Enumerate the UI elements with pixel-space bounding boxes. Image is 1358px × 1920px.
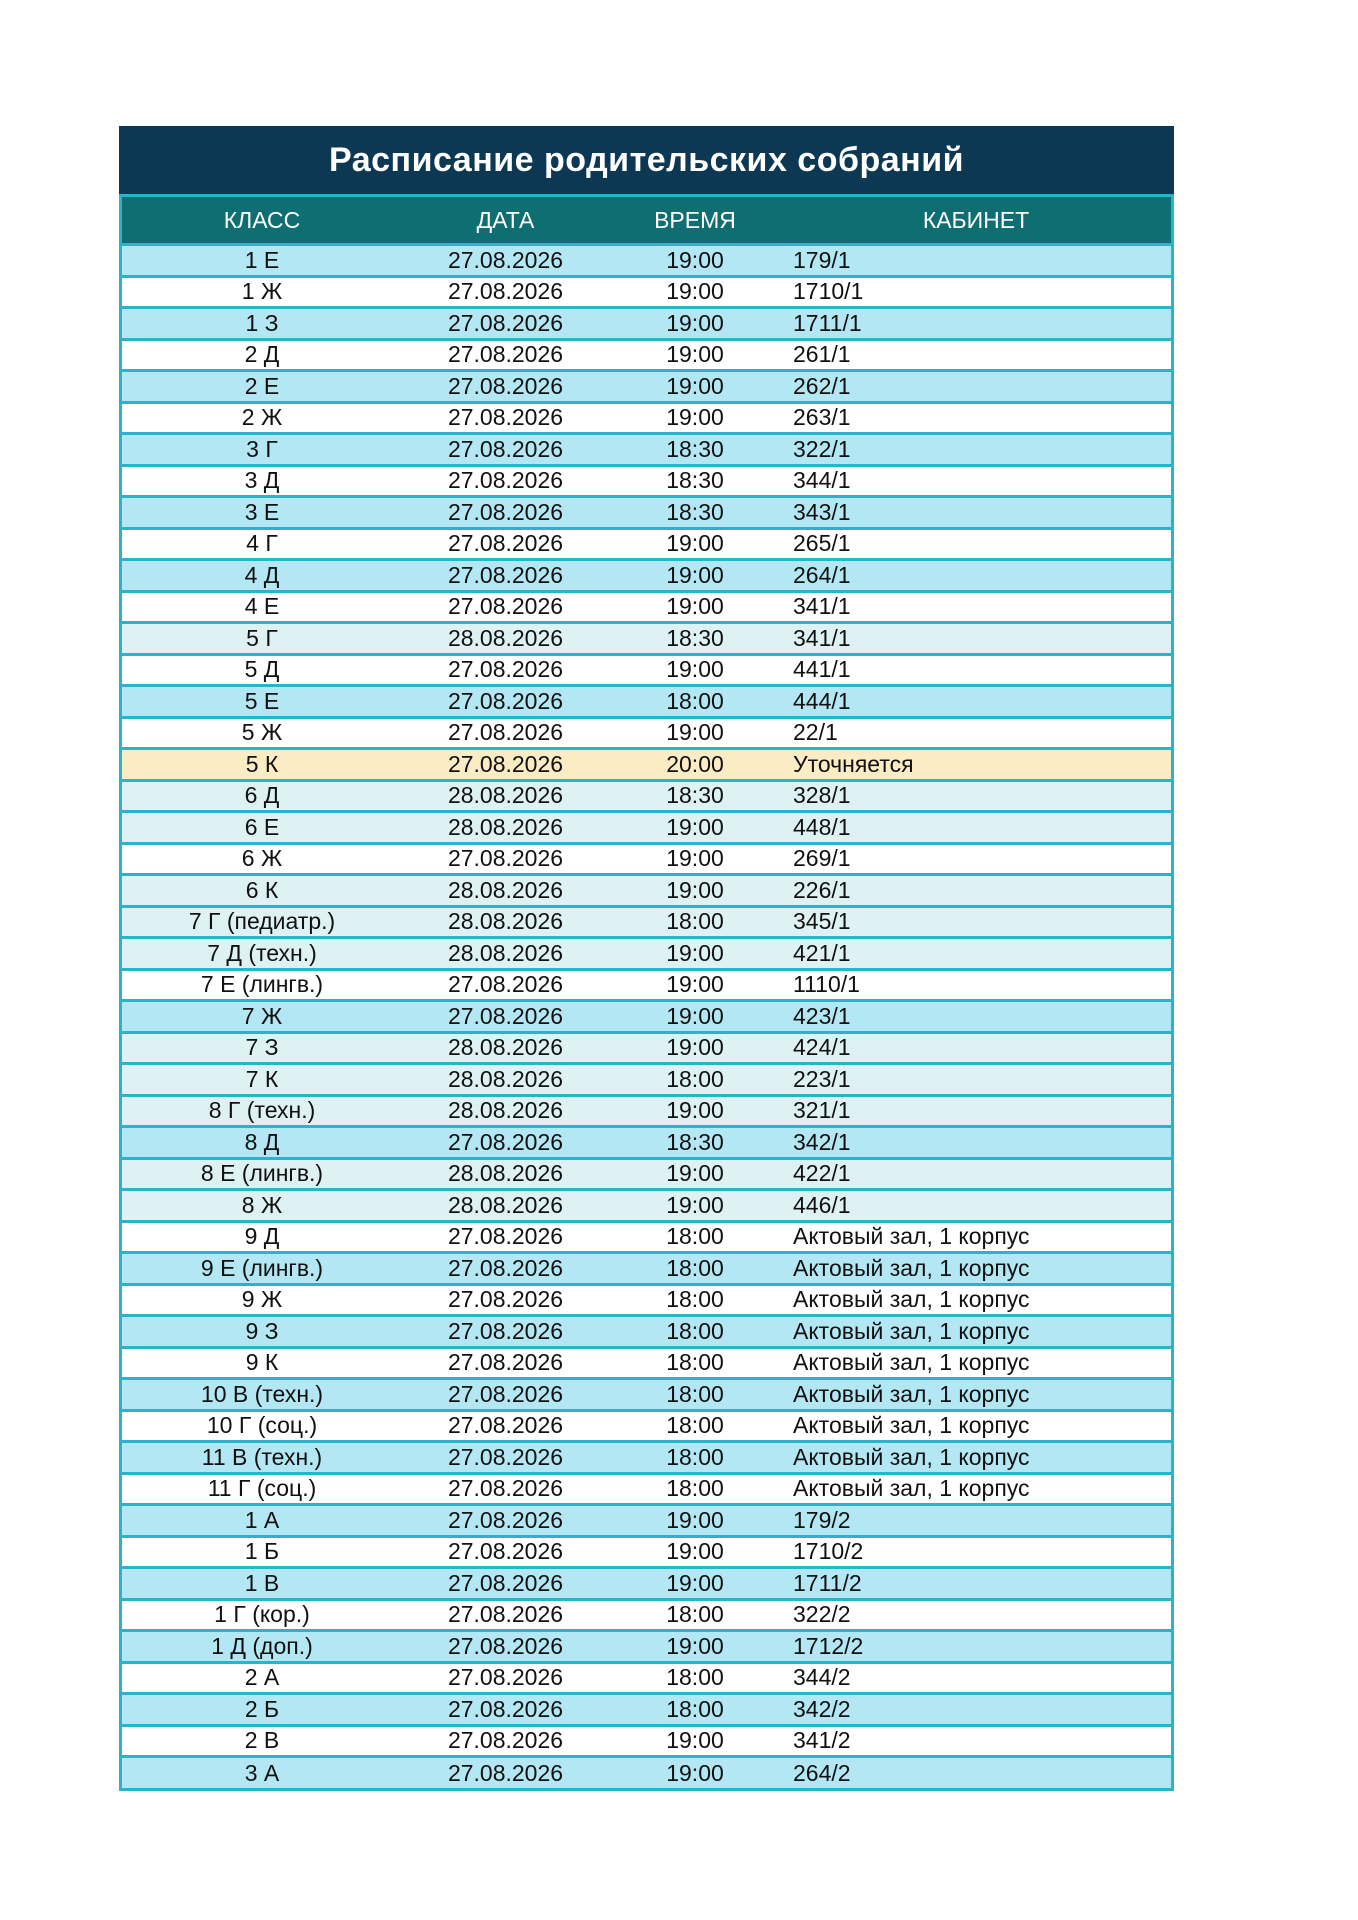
cell-time: 19:00 xyxy=(666,593,724,620)
table-row xyxy=(122,1254,1171,1286)
cell-date: 27.08.2026 xyxy=(447,1601,564,1628)
cell-class: 5 Д xyxy=(244,656,280,683)
table-row xyxy=(122,1727,1171,1759)
cell-date: 27.08.2026 xyxy=(447,404,564,431)
cell-date: 27.08.2026 xyxy=(447,435,564,462)
cell-room: 264/2 xyxy=(793,1759,851,1786)
cell-room: 1710/1 xyxy=(793,278,864,305)
cell-room: 422/1 xyxy=(793,1160,851,1187)
cell-room: 343/1 xyxy=(793,498,851,525)
cell-room: 1710/2 xyxy=(793,1538,864,1565)
cell-time: 19:00 xyxy=(666,561,724,588)
cell-date: 28.08.2026 xyxy=(447,1160,564,1187)
table-row xyxy=(122,561,1171,593)
cell-room: 265/1 xyxy=(793,530,851,557)
cell-class: 9 Ж xyxy=(241,1286,283,1313)
header-class: КЛАСС xyxy=(223,206,301,233)
table-body xyxy=(122,246,1171,1788)
cell-room: Актовый зал, 1 корпус xyxy=(793,1412,1030,1439)
cell-room: 322/2 xyxy=(793,1601,851,1628)
cell-room: 424/1 xyxy=(793,1034,851,1061)
cell-class: 11 В (техн.) xyxy=(201,1443,323,1470)
cell-room: 321/1 xyxy=(793,1097,851,1124)
cell-date: 27.08.2026 xyxy=(447,1349,564,1376)
cell-class: 4 Д xyxy=(244,561,280,588)
cell-time: 18:30 xyxy=(666,498,724,525)
cell-room: 22/1 xyxy=(793,719,838,746)
cell-room: 179/1 xyxy=(793,246,851,273)
table-row xyxy=(122,845,1171,877)
cell-time: 19:00 xyxy=(666,1727,724,1754)
cell-class: 7 Ж xyxy=(241,1002,283,1029)
table-row xyxy=(122,1349,1171,1381)
cell-room: 344/1 xyxy=(793,467,851,494)
cell-time: 19:00 xyxy=(666,1191,724,1218)
cell-class: 8 Ж xyxy=(241,1191,283,1218)
cell-time: 19:00 xyxy=(666,246,724,273)
schedule-table xyxy=(119,194,1174,1791)
cell-class: 8 Г (техн.) xyxy=(208,1097,316,1124)
table-row xyxy=(122,435,1171,467)
cell-date: 27.08.2026 xyxy=(447,561,564,588)
cell-time: 19:00 xyxy=(666,719,724,746)
cell-time: 19:00 xyxy=(666,1002,724,1029)
cell-time: 19:00 xyxy=(666,1632,724,1659)
cell-time: 18:00 xyxy=(666,1412,724,1439)
table-row xyxy=(122,813,1171,845)
cell-time: 18:00 xyxy=(666,687,724,714)
cell-time: 19:00 xyxy=(666,1097,724,1124)
cell-time: 19:00 xyxy=(666,845,724,872)
cell-date: 27.08.2026 xyxy=(447,341,564,368)
table-row xyxy=(122,467,1171,499)
table-row xyxy=(122,1695,1171,1727)
cell-date: 28.08.2026 xyxy=(447,939,564,966)
cell-class: 7 Д (техн.) xyxy=(207,939,317,966)
cell-time: 19:00 xyxy=(666,656,724,683)
cell-room: 328/1 xyxy=(793,782,851,809)
cell-time: 18:30 xyxy=(666,1128,724,1155)
cell-date: 27.08.2026 xyxy=(447,1223,564,1250)
cell-date: 27.08.2026 xyxy=(447,1506,564,1533)
cell-date: 27.08.2026 xyxy=(447,750,564,777)
table-row xyxy=(122,309,1171,341)
cell-date: 27.08.2026 xyxy=(447,593,564,620)
cell-room: Актовый зал, 1 корпус xyxy=(793,1223,1030,1250)
cell-room: 179/2 xyxy=(793,1506,851,1533)
cell-class: 3 Д xyxy=(244,467,280,494)
cell-class: 7 Г (педиатр.) xyxy=(188,908,336,935)
cell-date: 27.08.2026 xyxy=(447,1538,564,1565)
cell-time: 19:00 xyxy=(666,971,724,998)
cell-date: 28.08.2026 xyxy=(447,876,564,903)
cell-date: 27.08.2026 xyxy=(447,1412,564,1439)
table-row xyxy=(122,498,1171,530)
cell-date: 27.08.2026 xyxy=(447,1695,564,1722)
cell-date: 28.08.2026 xyxy=(447,782,564,809)
cell-time: 19:00 xyxy=(666,404,724,431)
cell-time: 19:00 xyxy=(666,309,724,336)
table-row xyxy=(122,1380,1171,1412)
cell-room: 322/1 xyxy=(793,435,851,462)
cell-date: 27.08.2026 xyxy=(447,246,564,273)
table-row xyxy=(122,246,1171,278)
table-row xyxy=(122,372,1171,404)
cell-time: 18:00 xyxy=(666,1317,724,1344)
cell-time: 19:00 xyxy=(666,876,724,903)
cell-date: 28.08.2026 xyxy=(447,908,564,935)
table-row xyxy=(122,1065,1171,1097)
cell-time: 19:00 xyxy=(666,1034,724,1061)
cell-date: 27.08.2026 xyxy=(447,687,564,714)
table-row xyxy=(122,404,1171,436)
cell-date: 27.08.2026 xyxy=(447,498,564,525)
cell-date: 27.08.2026 xyxy=(447,1128,564,1155)
cell-time: 19:00 xyxy=(666,1506,724,1533)
table-row xyxy=(122,1601,1171,1633)
cell-room: 341/1 xyxy=(793,593,851,620)
cell-date: 28.08.2026 xyxy=(447,624,564,651)
cell-class: 7 З xyxy=(245,1034,279,1061)
cell-time: 20:00 xyxy=(666,750,724,777)
cell-date: 27.08.2026 xyxy=(447,1317,564,1344)
cell-class: 3 Е xyxy=(244,498,280,525)
cell-class: 1 В xyxy=(244,1569,280,1596)
cell-time: 18:00 xyxy=(666,1286,724,1313)
cell-class: 5 К xyxy=(245,750,279,777)
cell-class: 8 Е (лингв.) xyxy=(200,1160,324,1187)
cell-date: 28.08.2026 xyxy=(447,813,564,840)
cell-date: 27.08.2026 xyxy=(447,1254,564,1281)
cell-time: 18:30 xyxy=(666,624,724,651)
cell-time: 18:00 xyxy=(666,1065,724,1092)
cell-class: 11 Г (соц.) xyxy=(207,1475,317,1502)
cell-class: 5 Ж xyxy=(241,719,283,746)
cell-class: 1 Б xyxy=(244,1538,280,1565)
cell-time: 19:00 xyxy=(666,1160,724,1187)
cell-time: 19:00 xyxy=(666,278,724,305)
cell-date: 27.08.2026 xyxy=(447,1569,564,1596)
cell-date: 27.08.2026 xyxy=(447,1632,564,1659)
cell-class: 6 Е xyxy=(244,813,280,840)
cell-time: 18:00 xyxy=(666,1664,724,1691)
cell-class: 3 Г xyxy=(246,435,278,462)
cell-time: 18:00 xyxy=(666,1223,724,1250)
cell-room: 444/1 xyxy=(793,687,851,714)
cell-room: 262/1 xyxy=(793,372,851,399)
cell-class: 2 В xyxy=(244,1727,280,1754)
cell-time: 18:30 xyxy=(666,467,724,494)
table-row xyxy=(122,1758,1171,1788)
table-row xyxy=(122,1538,1171,1570)
table-row xyxy=(122,278,1171,310)
cell-class: 2 А xyxy=(244,1664,280,1691)
cell-class: 4 Е xyxy=(244,593,280,620)
cell-class: 1 А xyxy=(244,1506,280,1533)
cell-date: 27.08.2026 xyxy=(447,1002,564,1029)
table-row xyxy=(122,656,1171,688)
cell-class: 1 Е xyxy=(244,246,280,273)
cell-class: 6 Д xyxy=(244,782,280,809)
cell-room: 441/1 xyxy=(793,656,851,683)
table-row xyxy=(122,782,1171,814)
cell-room: Актовый зал, 1 корпус xyxy=(793,1443,1030,1470)
cell-date: 28.08.2026 xyxy=(447,1191,564,1218)
table-header-row xyxy=(122,194,1171,246)
table-row xyxy=(122,593,1171,625)
table-row xyxy=(122,1223,1171,1255)
cell-room: 341/2 xyxy=(793,1727,851,1754)
cell-class: 2 Ж xyxy=(241,404,283,431)
schedule-title: Расписание родительских собраний xyxy=(119,126,1174,194)
cell-room: 1711/1 xyxy=(793,309,862,336)
table-row xyxy=(122,1412,1171,1444)
cell-time: 18:00 xyxy=(666,1443,724,1470)
header-time: ВРЕМЯ xyxy=(654,206,736,233)
cell-date: 27.08.2026 xyxy=(447,719,564,746)
cell-time: 18:00 xyxy=(666,1601,724,1628)
cell-time: 18:30 xyxy=(666,782,724,809)
cell-room: 261/1 xyxy=(793,341,851,368)
cell-room: 421/1 xyxy=(793,939,851,966)
cell-date: 28.08.2026 xyxy=(447,1065,564,1092)
cell-room: Актовый зал, 1 корпус xyxy=(793,1317,1030,1344)
cell-date: 27.08.2026 xyxy=(447,1443,564,1470)
cell-date: 27.08.2026 xyxy=(447,1759,564,1786)
table-row xyxy=(122,1286,1171,1318)
cell-date: 27.08.2026 xyxy=(447,1727,564,1754)
cell-class: 1 Г (кор.) xyxy=(214,1601,310,1628)
cell-date: 27.08.2026 xyxy=(447,1664,564,1691)
header-date: ДАТА xyxy=(476,206,535,233)
cell-date: 27.08.2026 xyxy=(447,1475,564,1502)
cell-date: 27.08.2026 xyxy=(447,530,564,557)
cell-date: 27.08.2026 xyxy=(447,278,564,305)
table-row xyxy=(122,1632,1171,1664)
cell-time: 18:30 xyxy=(666,435,724,462)
cell-time: 18:00 xyxy=(666,1254,724,1281)
table-row xyxy=(122,719,1171,751)
cell-class: 2 Д xyxy=(244,341,280,368)
cell-class: 9 Д xyxy=(244,1223,280,1250)
cell-time: 19:00 xyxy=(666,1538,724,1565)
table-row xyxy=(122,750,1171,782)
table-row xyxy=(122,530,1171,562)
cell-room: 345/1 xyxy=(793,908,851,935)
cell-class: 6 К xyxy=(245,876,279,903)
cell-class: 8 Д xyxy=(244,1128,280,1155)
cell-class: 10 Г (соц.) xyxy=(206,1412,318,1439)
cell-room: 446/1 xyxy=(793,1191,851,1218)
cell-class: 6 Ж xyxy=(241,845,283,872)
cell-room: Уточняется xyxy=(793,750,914,777)
table-row xyxy=(122,1160,1171,1192)
cell-room: 423/1 xyxy=(793,1002,851,1029)
table-row xyxy=(122,1002,1171,1034)
cell-room: 223/1 xyxy=(793,1065,851,1092)
cell-class: 4 Г xyxy=(246,530,278,557)
cell-time: 19:00 xyxy=(666,341,724,368)
table-row xyxy=(122,1475,1171,1507)
cell-time: 18:00 xyxy=(666,1380,724,1407)
cell-class: 7 Е (лингв.) xyxy=(200,971,324,998)
table-row xyxy=(122,1034,1171,1066)
cell-room: 1711/2 xyxy=(793,1569,862,1596)
cell-date: 27.08.2026 xyxy=(447,467,564,494)
cell-date: 28.08.2026 xyxy=(447,1034,564,1061)
table-row xyxy=(122,687,1171,719)
table-row xyxy=(122,1191,1171,1223)
cell-class: 1 З xyxy=(245,309,279,336)
cell-room: 448/1 xyxy=(793,813,851,840)
cell-room: 269/1 xyxy=(793,845,851,872)
cell-time: 19:00 xyxy=(666,939,724,966)
table-row xyxy=(122,1569,1171,1601)
cell-room: 1110/1 xyxy=(793,971,860,998)
table-row xyxy=(122,939,1171,971)
cell-class: 10 В (техн.) xyxy=(200,1380,324,1407)
cell-class: 9 З xyxy=(245,1317,279,1344)
header-room: КАБИНЕТ xyxy=(922,206,1030,233)
cell-time: 19:00 xyxy=(666,1759,724,1786)
cell-time: 19:00 xyxy=(666,813,724,840)
cell-room: 341/1 xyxy=(793,624,851,651)
cell-class: 9 Е (лингв.) xyxy=(200,1254,324,1281)
cell-date: 27.08.2026 xyxy=(447,1380,564,1407)
cell-class: 5 Е xyxy=(244,687,280,714)
cell-class: 2 Е xyxy=(244,372,280,399)
cell-time: 19:00 xyxy=(666,530,724,557)
table-row xyxy=(122,971,1171,1003)
cell-class: 9 К xyxy=(245,1349,279,1376)
cell-room: Актовый зал, 1 корпус xyxy=(793,1349,1030,1376)
cell-room: 342/1 xyxy=(793,1128,851,1155)
cell-date: 27.08.2026 xyxy=(447,309,564,336)
cell-room: 264/1 xyxy=(793,561,851,588)
table-row xyxy=(122,876,1171,908)
cell-time: 18:00 xyxy=(666,1695,724,1722)
cell-date: 27.08.2026 xyxy=(447,656,564,683)
table-row xyxy=(122,908,1171,940)
table-row xyxy=(122,1128,1171,1160)
cell-class: 1 Д (доп.) xyxy=(211,1632,313,1659)
cell-time: 18:00 xyxy=(666,1349,724,1376)
schedule-sheet xyxy=(119,126,1174,1791)
cell-room: 1712/2 xyxy=(793,1632,864,1659)
cell-class: 5 Г xyxy=(246,624,278,651)
cell-time: 18:00 xyxy=(666,1475,724,1502)
table-row xyxy=(122,1317,1171,1349)
cell-time: 19:00 xyxy=(666,1569,724,1596)
cell-room: Актовый зал, 1 корпус xyxy=(793,1254,1030,1281)
table-row xyxy=(122,624,1171,656)
cell-date: 27.08.2026 xyxy=(447,372,564,399)
cell-class: 1 Ж xyxy=(241,278,283,305)
cell-class: 3 А xyxy=(244,1759,280,1786)
cell-room: Актовый зал, 1 корпус xyxy=(793,1380,1030,1407)
cell-class: 7 К xyxy=(245,1065,279,1092)
cell-room: Актовый зал, 1 корпус xyxy=(793,1475,1030,1502)
table-row xyxy=(122,1443,1171,1475)
cell-time: 19:00 xyxy=(666,372,724,399)
cell-room: 344/2 xyxy=(793,1664,851,1691)
cell-room: 226/1 xyxy=(793,876,851,903)
cell-room: Актовый зал, 1 корпус xyxy=(793,1286,1030,1313)
cell-room: 342/2 xyxy=(793,1695,851,1722)
table-row xyxy=(122,1664,1171,1696)
cell-date: 28.08.2026 xyxy=(447,1097,564,1124)
cell-date: 27.08.2026 xyxy=(447,845,564,872)
cell-time: 18:00 xyxy=(666,908,724,935)
cell-date: 27.08.2026 xyxy=(447,1286,564,1313)
table-row xyxy=(122,341,1171,373)
cell-date: 27.08.2026 xyxy=(447,971,564,998)
cell-class: 2 Б xyxy=(244,1695,280,1722)
table-row xyxy=(122,1097,1171,1129)
cell-room: 263/1 xyxy=(793,404,851,431)
table-row xyxy=(122,1506,1171,1538)
